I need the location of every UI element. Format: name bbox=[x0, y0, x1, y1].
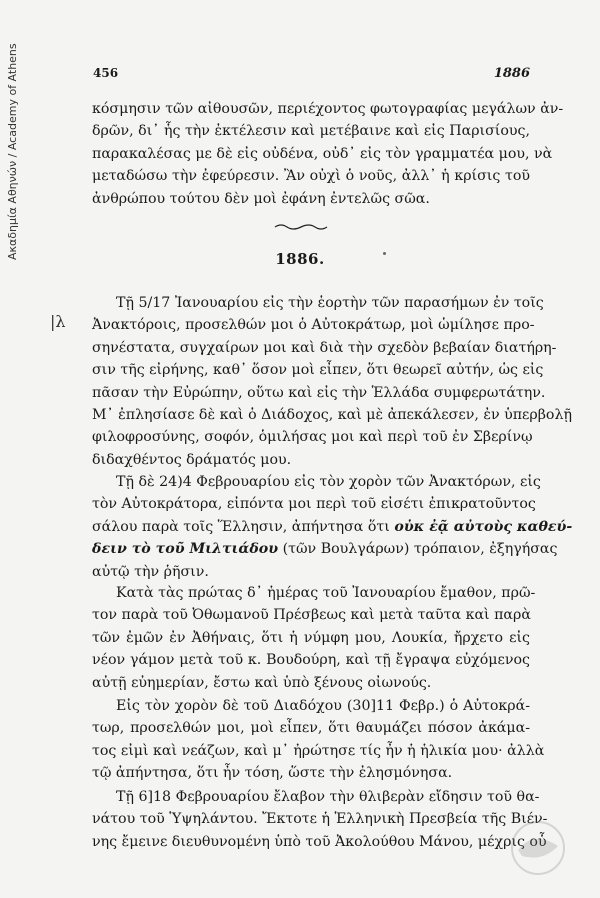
text-line: πᾶσαν τὴν Εὐρώπην, οὕτω καὶ εἰς τὴν Ἑλλάδα συμφερωτάτην. bbox=[92, 384, 546, 401]
paragraph bbox=[92, 292, 572, 471]
text-line: νης ἔμεινε διευθυνομένη ὑπὸ τοῦ Ἀκολούθου Μάνου, μέχρις οὗ bbox=[92, 833, 547, 850]
page-number: 456 bbox=[93, 66, 119, 80]
paragraph bbox=[92, 582, 536, 694]
text-line: Τῇ 6]18 Φεβρουαρίου ἔλαβον τὴν θλιβερὰν εἴδησιν τοῦ θα- bbox=[116, 789, 540, 805]
text-line bbox=[92, 538, 558, 560]
running-head-year: 1886 bbox=[493, 66, 530, 81]
text-line bbox=[92, 516, 573, 538]
text-line: κόσμησιν τῶν αἰθουσῶν, περιέχοντος φωτογραφίας μεγάλων ἀν- bbox=[92, 101, 564, 117]
text-segment: σάλου παρὰ τοῖς Ἕλλησιν, ἀπήντησα ὅτι bbox=[92, 518, 390, 535]
paragraph bbox=[92, 786, 548, 853]
paragraph bbox=[92, 695, 545, 785]
text-line: παρακαλέσας με δὲ εἰς οὐδένα, οὐδ᾽ εἰς τὸν γραμματέα μου, νὰ bbox=[92, 145, 553, 162]
text-line: Κατὰ τὰς πρώτας δ᾽ ἡμέρας τοῦ Ἰανουαρίου ἔμαθον, πρῶ- bbox=[116, 585, 536, 601]
text-line: Ἀνακτόροις, προσελθών μοι ὁ Αὐτοκράτωρ, μοὶ ὡμίλησε προ- bbox=[92, 317, 535, 334]
text-line: νέον γάμον μετὰ τοῦ κ. Βουδούρη, καὶ τῇ ἔγραψα εὐχόμενος bbox=[92, 652, 530, 669]
paragraph bbox=[92, 471, 573, 583]
text-line: αὐτῇ εὐημερίαν, ἔστω καὶ ὑπὸ ξένους οἰωνούς. bbox=[92, 674, 432, 691]
text-line: τῷ ἀπήντησα, ὅτι ἦν τόση, ὥστε τὴν ἐλησμόνησα. bbox=[92, 765, 453, 782]
faint-seal-watermark bbox=[488, 810, 578, 880]
emphasized-quote: δειν τὸ τοῦ Μιλτιάδου bbox=[92, 541, 279, 558]
page-header bbox=[93, 66, 530, 84]
text-line: μεταδώσω τὴν ἐφεύρεσιν. Ἂν οὐχὶ ὁ νοῦς, ἀλλ᾽ ἡ κρίσις τοῦ bbox=[92, 168, 530, 185]
text-line: ἀνθρώπου τούτου δὲν μοὶ ἐφάνη ἐντελῶς σῶα. bbox=[92, 190, 430, 207]
text-line: τῶν ἐμῶν ἐν Ἀθήναις, ὅτι ἡ νύμφη μου, Λουκία, ἤρχετο εἰς bbox=[92, 629, 530, 646]
academy-watermark: Ακαδημία Αθηνών / Academy of Athens bbox=[6, 43, 19, 260]
ornamental-divider bbox=[273, 222, 329, 232]
text-line: διδαχθέντος δράματός μου. bbox=[92, 451, 292, 468]
section-title: 1886. bbox=[275, 250, 325, 268]
text-line: τος εἰμὶ καὶ νεάζων, καὶ μ᾽ ἠρώτησε τίς ἦν ἡ ἡλικία μου· ἀλλὰ bbox=[92, 742, 545, 759]
text-line: Μ᾽ ἐπλησίασε δὲ καὶ ὁ Διάδοχος, καὶ μὲ ἀπεκάλεσεν, ἐν ὑπερβολῇ bbox=[92, 406, 572, 423]
text-line: νάτου τοῦ Ὑψηλάντου. Ἔκτοτε ἡ Ἑλληνικὴ Πρεσβεία τῆς Βιέν- bbox=[92, 811, 548, 828]
text-line: τὸν Αὐτοκράτορα, εἰπόντα μοι περὶ τοῦ εἰσέτι ἐπικρατοῦντος bbox=[92, 496, 536, 513]
text-line: αὐτῷ τὴν ῥῆσιν. bbox=[92, 563, 209, 580]
text-segment: (τῶν Βουλγάρων) τρόπαιον, ἐξηγήσας bbox=[282, 541, 558, 558]
text-line: Τῇ δὲ 24)4 Φεβρουαρίου εἰς τὸν χορὸν τῶν Ἀνακτόρων, εἰς bbox=[116, 474, 541, 490]
text-line: τον παρὰ τοῦ Ὀθωμανοῦ Πρέσβεως καὶ μετὰ ταῦτα καὶ παρὰ bbox=[92, 607, 531, 624]
text-line: σιν τῆς εἰρήνης, καθ᾽ ὅσον μοὶ εἶπεν, ὅτι θεωρεῖ αὐτήν, ὡς εἰς bbox=[92, 362, 544, 379]
ink-speck bbox=[383, 252, 386, 255]
text-line: Τῇ 5/17 Ἰανουαρίου εἰς τὴν ἑορτὴν τῶν παρασήμων ἐν τοῖς bbox=[116, 295, 544, 311]
paragraph-continuation bbox=[92, 98, 564, 210]
text-line: σηνέστατα, συγχαίρων μοι καὶ διὰ τὴν σχεδὸν βεβαίαν διατήρη- bbox=[92, 339, 557, 356]
margin-annotation: |λ bbox=[50, 312, 66, 331]
text-line: δρῶν, δι᾽ ἧς τὴν ἐκτέλεσιν καὶ μετέβαινε καὶ εἰς Παρισίους, bbox=[92, 123, 530, 140]
emphasized-quote: οὐκ ἐᾷ αὐτοὺς καθεύ- bbox=[394, 518, 573, 535]
text-line: τωρ, προσελθών μοι, μοὶ εἶπεν, ὅτι θαυμάζει πόσον ἀκάμα- bbox=[92, 720, 530, 737]
text-line: Εἰς τὸν χορὸν δὲ τοῦ Διαδόχου (30]11 Φεβρ.) ὁ Αὐτοκρά- bbox=[116, 698, 530, 714]
text-line: φιλοφροσύνης, σοφόν, ὁμιλήσας μοι καὶ περὶ τοῦ ἐν Σβερίνῳ bbox=[92, 429, 533, 446]
